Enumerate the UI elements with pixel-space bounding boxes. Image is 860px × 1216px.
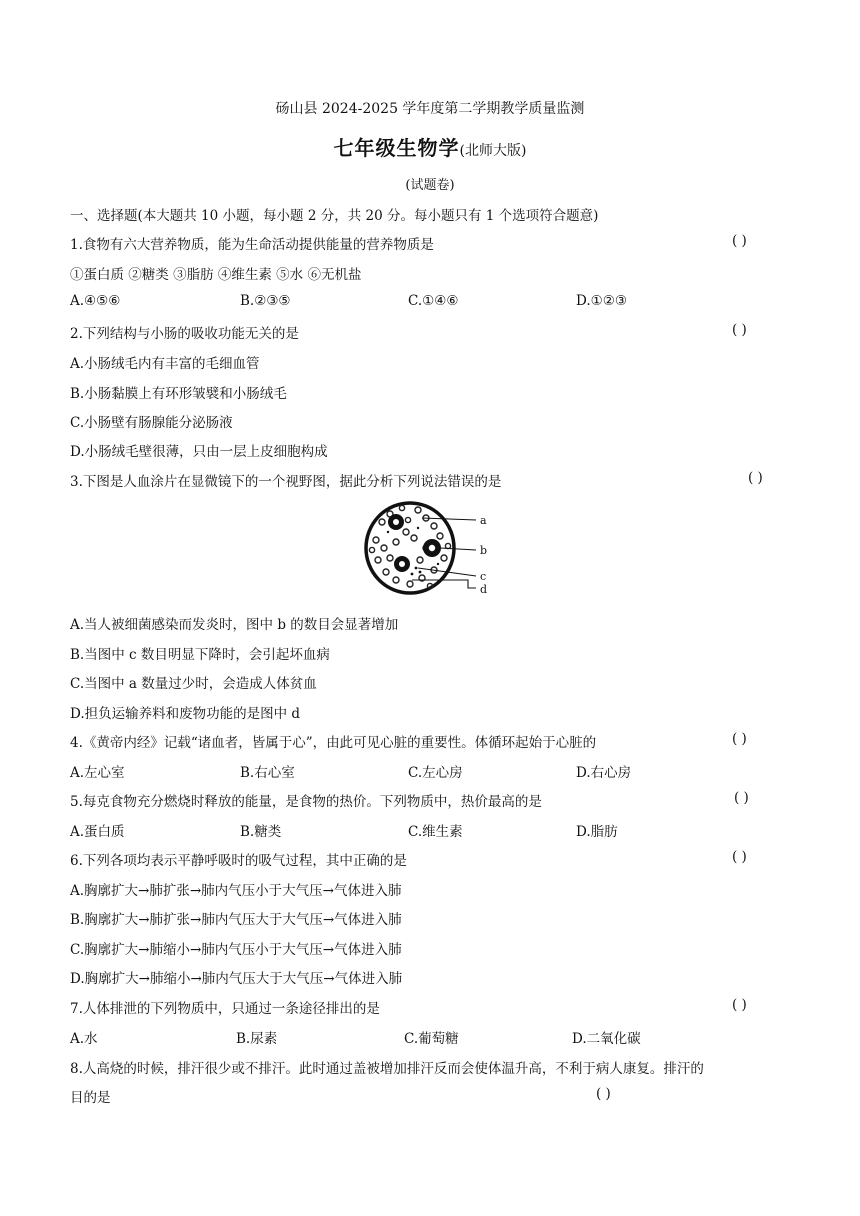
label-b: b bbox=[480, 544, 488, 557]
section-heading: 一、选择题(本大题共 10 小题，每小题 2 分，共 20 分。每小题只有 1 个选项符合题意) bbox=[70, 208, 599, 224]
label-a: a bbox=[480, 514, 487, 527]
blood-smear-figure bbox=[360, 496, 500, 602]
question-3-option-a: A.当人被细菌感染而发炎时，图中 b 的数目会显著增加 bbox=[70, 617, 399, 633]
answer-bracket-3[interactable]: ( ) bbox=[748, 470, 763, 486]
question-3-stem: 3.下图是人血涂片在显微镜下的一个视野图，据此分析下列说法错误的是 bbox=[70, 474, 502, 490]
answer-bracket-2[interactable]: ( ) bbox=[732, 322, 747, 338]
question-2-stem: 2.下列结构与小肠的吸收功能无关的是 bbox=[70, 326, 299, 342]
question-6-option-b: B.胸廓扩大→肺扩张→肺内气压大于大气压→气体进入肺 bbox=[70, 912, 402, 928]
question-4-stem: 4.《黄帝内经》记载“诸血者，皆属于心”，由此可见心脏的重要性。体循环起始于心脏的 bbox=[70, 735, 597, 751]
question-5-option-d: D.脂肪 bbox=[576, 824, 618, 840]
question-5-stem: 5.每克食物充分燃烧时释放的能量，是食物的热价。下列物质中，热价最高的是 bbox=[70, 794, 542, 810]
label-d: d bbox=[480, 583, 488, 596]
label-text bbox=[480, 514, 487, 596]
answer-bracket-6[interactable]: ( ) bbox=[732, 849, 747, 865]
question-6-option-d: D.胸廓扩大→肺缩小→肺内气压大于大气压→气体进入肺 bbox=[70, 971, 403, 987]
question-3-option-c: C.当图中 a 数量过少时，会造成人体贫血 bbox=[70, 676, 317, 692]
question-8-stem: 8.人高烧的时候，排汗很少或不排汗。此时通过盖被增加排汗反而会使体温升高，不利于病人康复。排汗的 bbox=[70, 1061, 704, 1077]
answer-bracket-5[interactable]: ( ) bbox=[734, 790, 749, 806]
question-7-stem: 7.人体排泄的下列物质中，只通过一条途径排出的是 bbox=[70, 1001, 380, 1017]
question-5-option-b: B.糖类 bbox=[240, 824, 282, 840]
question-5-option-a: A.蛋白质 bbox=[70, 824, 125, 840]
question-3-option-b: B.当图中 c 数目明显下降时，会引起坏血病 bbox=[70, 647, 330, 663]
edition-label: (北师大版) bbox=[459, 143, 527, 159]
exam-subtitle: 砀山县 2024-2025 学年度第二学期教学质量监测 bbox=[275, 101, 585, 117]
answer-bracket-4[interactable]: ( ) bbox=[732, 731, 747, 747]
question-1-option-a: A.④⑤⑥ bbox=[70, 293, 121, 309]
question-1-note: ①蛋白质 ②糖类 ③脂肪 ④维生素 ⑤水 ⑥无机盐 bbox=[70, 267, 362, 283]
answer-bracket-7[interactable]: ( ) bbox=[732, 997, 747, 1013]
question-2-option-a: A.小肠绒毛内有丰富的毛细血管 bbox=[70, 356, 260, 372]
question-1-stem: 1.食物有六大营养物质，能为生命活动提供能量的营养物质是 bbox=[70, 237, 434, 253]
question-2-option-b: B.小肠黏膜上有环形皱襞和小肠绒毛 bbox=[70, 386, 287, 402]
question-1-option-b: B.②③⑤ bbox=[240, 293, 291, 309]
exam-title bbox=[0, 132, 860, 161]
question-4-option-a: A.左心室 bbox=[70, 765, 125, 781]
question-1-option-d: D.①②③ bbox=[576, 293, 627, 309]
question-3-option-d: D.担负运输养料和废物功能的是图中 d bbox=[70, 706, 301, 722]
question-4-option-c: C.左心房 bbox=[408, 765, 463, 781]
question-2-option-c: C.小肠壁有肠腺能分泌肠液 bbox=[70, 415, 233, 431]
question-6-stem: 6.下列各项均表示平静呼吸时的吸气过程，其中正确的是 bbox=[70, 853, 407, 869]
question-6-option-a: A.胸廓扩大→肺扩张→肺内气压小于大气压→气体进入肺 bbox=[70, 883, 402, 899]
title-text: 七年级生物学 bbox=[333, 136, 460, 160]
question-4-option-b: B.右心室 bbox=[240, 765, 295, 781]
question-7-option-a: A.水 bbox=[70, 1031, 98, 1047]
question-7-option-c: C.葡萄糖 bbox=[404, 1031, 459, 1047]
question-7-option-b: B.尿素 bbox=[236, 1031, 278, 1047]
answer-bracket-1[interactable]: ( ) bbox=[732, 233, 747, 249]
question-6-option-c: C.胸廓扩大→肺缩小→肺内气压小于大气压→气体进入肺 bbox=[70, 942, 402, 958]
question-7-option-d: D.二氧化碳 bbox=[572, 1031, 641, 1047]
paper-type: (试题卷) bbox=[405, 178, 455, 193]
question-5-option-c: C.维生素 bbox=[408, 824, 463, 840]
answer-bracket-8[interactable]: ( ) bbox=[596, 1086, 611, 1102]
question-8-stem-continued: 目的是 bbox=[70, 1090, 111, 1106]
question-2-option-d: D.小肠绒毛壁很薄，只由一层上皮细胞构成 bbox=[70, 444, 328, 460]
label-c: c bbox=[480, 570, 487, 583]
question-1-option-c: C.①④⑥ bbox=[408, 293, 459, 309]
question-4-option-d: D.右心房 bbox=[576, 765, 632, 781]
